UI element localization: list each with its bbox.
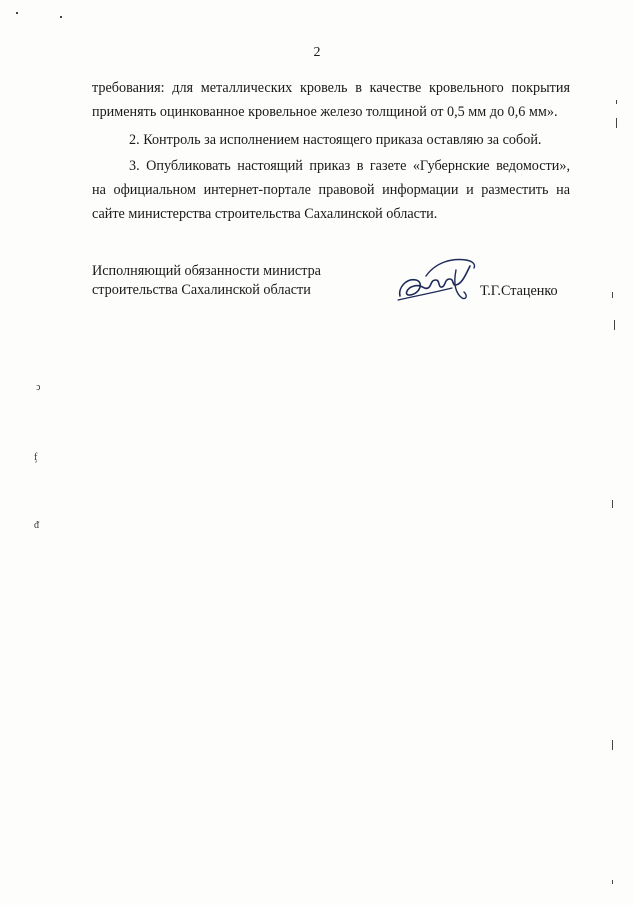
scan-speck [612, 880, 613, 884]
binder-mark: ↄ [36, 382, 41, 393]
paragraph-3 [92, 154, 570, 226]
scan-speck [616, 100, 617, 104]
page-number: 2 [313, 45, 321, 60]
scan-speck [612, 740, 613, 750]
paragraph-1 [92, 76, 570, 124]
scan-speck [16, 12, 18, 14]
paragraph-line: требования: для металлических кровель в качестве кровельного покрытия [92, 80, 570, 96]
paragraph-line: на официальном интернет-портале правовой информации и разместить на [92, 182, 570, 198]
signer-name: Т.Г.Стаценко [480, 283, 558, 299]
paragraph-line: сайте министерства строительства Сахалинской области. [92, 206, 438, 222]
scan-speck [60, 16, 62, 18]
signatory-position-line: Исполняющий обязанности министра [92, 263, 321, 279]
binder-mark: ᶂ [34, 452, 38, 463]
signatory-position [92, 262, 321, 300]
handwritten-signature [396, 252, 482, 304]
paragraph-line: 3. Опубликовать настоящий приказ в газете «Губернские ведомости», [129, 158, 570, 174]
scan-speck [614, 320, 615, 330]
scan-speck [612, 292, 613, 298]
paragraph-line: 2. Контроль за исполнением настоящего приказа оставляю за собой. [129, 132, 542, 148]
binder-mark: ᵭ [34, 520, 39, 531]
paragraph-2 [92, 128, 570, 152]
signatory-position-line: строительства Сахалинской области [92, 282, 311, 298]
scan-speck [616, 118, 617, 128]
scan-speck [612, 500, 613, 508]
paragraph-line: применять оцинкованное кровельное железо толщиной от 0,5 мм до 0,6 мм». [92, 104, 558, 120]
